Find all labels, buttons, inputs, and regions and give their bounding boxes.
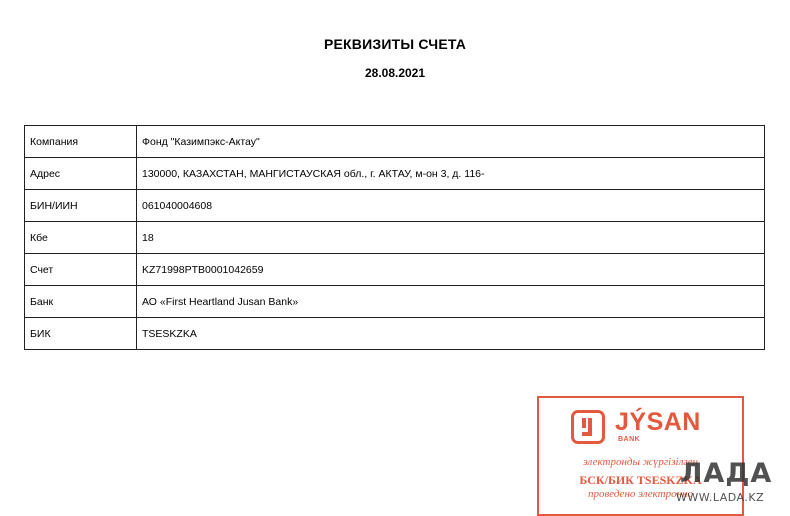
document-title: РЕКВИЗИТЫ СЧЕТА (323, 36, 467, 52)
table-row (25, 190, 765, 222)
row-value: TSESKZKA (137, 318, 765, 350)
stamp-line-ru: проведено электронно (587, 488, 694, 500)
row-value: 18 (137, 222, 765, 254)
row-value: 130000, КАЗАХСТАН, МАНГИСТАУСКАЯ обл., г. АКТАУ, м-он 3, д. 116- (137, 158, 765, 190)
stamp-brand: JÝSAN (615, 408, 701, 436)
document-date: 28.08.2021 (364, 66, 426, 80)
table-row (25, 222, 765, 254)
row-label: БИН/ИИН (25, 190, 137, 222)
row-value: KZ71998PTB0001042659 (137, 254, 765, 286)
watermark-url: WWW.LADA.KZ (676, 491, 765, 504)
table-row (25, 286, 765, 318)
row-label: Компания (25, 126, 137, 158)
row-value: АО «First Heartland Jusan Bank» (137, 286, 765, 318)
row-label: Банк (25, 286, 137, 318)
row-label: Кбе (25, 222, 137, 254)
table-row (25, 126, 765, 158)
row-label: БИК (25, 318, 137, 350)
watermark-logo: ЛАДА (680, 458, 773, 489)
row-label: Адрес (25, 158, 137, 190)
row-value: 061040004608 (137, 190, 765, 222)
stamp-line-bik: БСК/БИК TSESKZKA (579, 473, 702, 487)
row-value: Фонд "Казимпэкс-Актау" (137, 126, 765, 158)
requisites-table (24, 125, 765, 350)
table-row (25, 318, 765, 350)
table-row (25, 158, 765, 190)
table-row (25, 254, 765, 286)
jusan-logo-icon (571, 410, 605, 444)
row-label: Счет (25, 254, 137, 286)
stamp-line-kz: электронды жүргізілген (582, 456, 699, 468)
stamp-brand-sub: BANK (618, 436, 641, 443)
